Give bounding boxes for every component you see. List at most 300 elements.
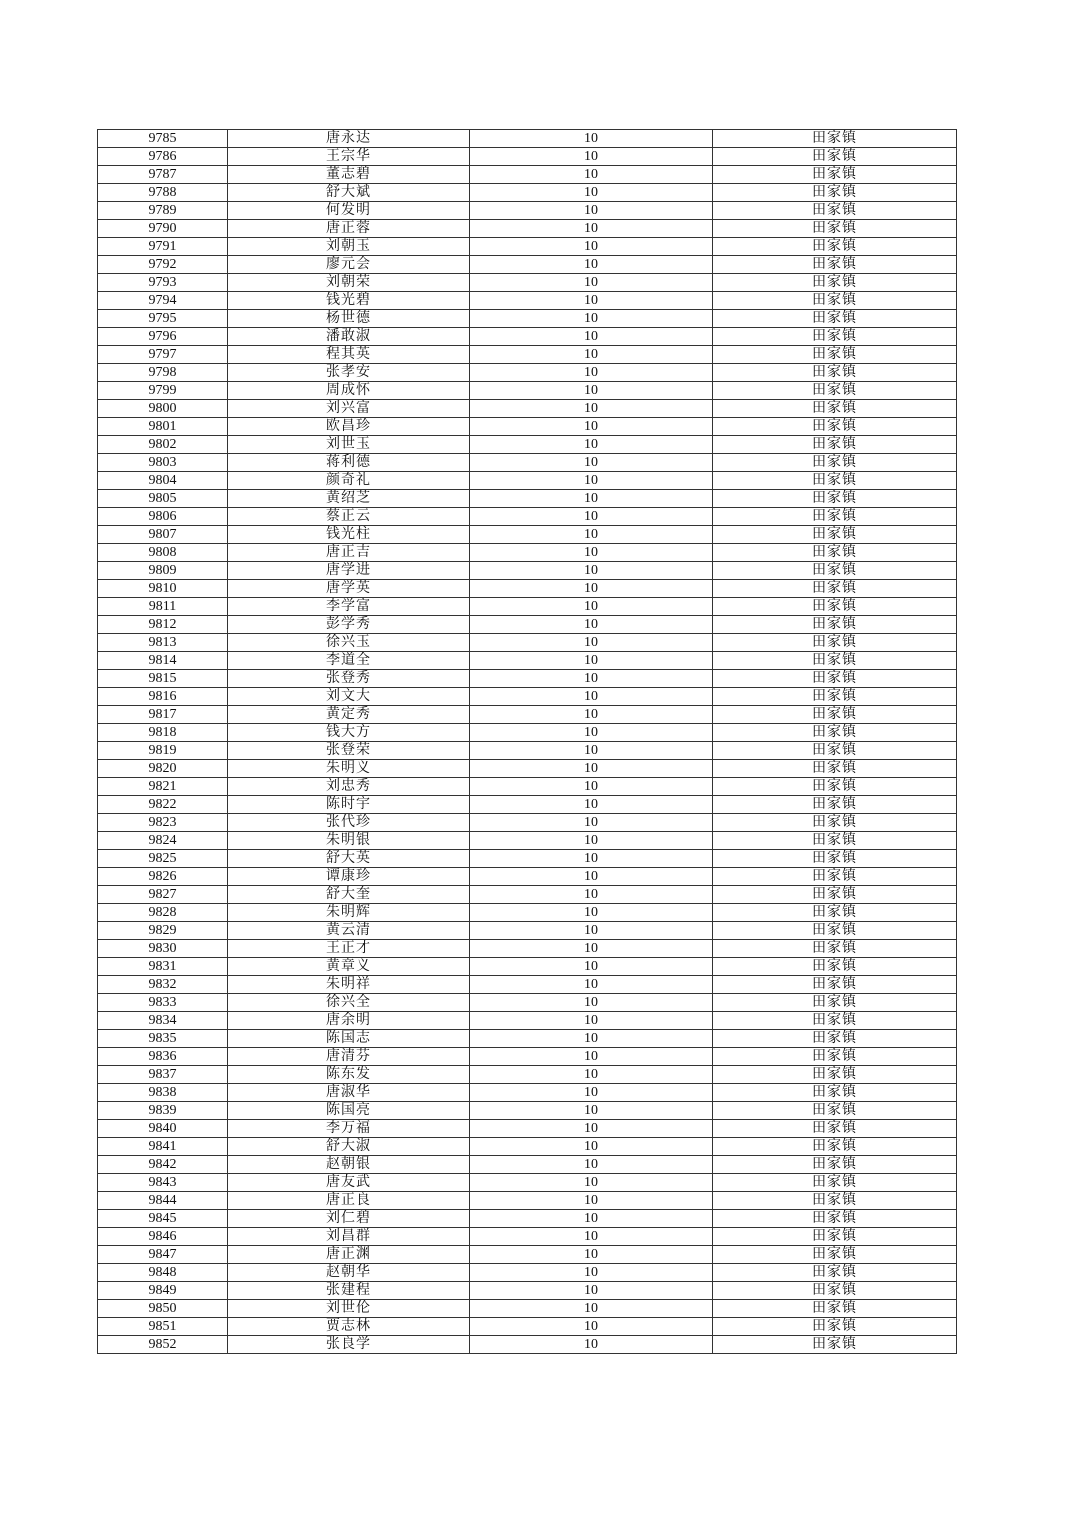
row-number-cell: 9832 xyxy=(98,976,228,994)
table-row xyxy=(98,490,957,508)
town-cell: 田家镇 xyxy=(713,1318,957,1336)
town-cell: 田家镇 xyxy=(713,328,957,346)
town-cell: 田家镇 xyxy=(713,1300,957,1318)
amount-cell: 10 xyxy=(470,166,713,184)
name-cell: 钱光碧 xyxy=(228,292,470,310)
row-number-cell: 9839 xyxy=(98,1102,228,1120)
name-cell: 张良学 xyxy=(228,1336,470,1354)
table-row xyxy=(98,274,957,292)
name-cell: 唐学进 xyxy=(228,562,470,580)
row-number-cell: 9837 xyxy=(98,1066,228,1084)
table-row xyxy=(98,940,957,958)
name-cell: 唐正良 xyxy=(228,1192,470,1210)
row-number-cell: 9795 xyxy=(98,310,228,328)
row-number-cell: 9811 xyxy=(98,598,228,616)
amount-cell: 10 xyxy=(470,616,713,634)
amount-cell: 10 xyxy=(470,202,713,220)
name-cell: 彭学秀 xyxy=(228,616,470,634)
row-number-cell: 9805 xyxy=(98,490,228,508)
table-row xyxy=(98,976,957,994)
amount-cell: 10 xyxy=(470,598,713,616)
town-cell: 田家镇 xyxy=(713,418,957,436)
name-cell: 陈国志 xyxy=(228,1030,470,1048)
row-number-cell: 9818 xyxy=(98,724,228,742)
row-number-cell: 9807 xyxy=(98,526,228,544)
table-row xyxy=(98,184,957,202)
town-cell: 田家镇 xyxy=(713,274,957,292)
amount-cell: 10 xyxy=(470,976,713,994)
table-row xyxy=(98,202,957,220)
table-row xyxy=(98,670,957,688)
amount-cell: 10 xyxy=(470,1066,713,1084)
name-cell: 刘朝荣 xyxy=(228,274,470,292)
amount-cell: 10 xyxy=(470,1264,713,1282)
table-row xyxy=(98,652,957,670)
row-number-cell: 9845 xyxy=(98,1210,228,1228)
name-cell: 董志碧 xyxy=(228,166,470,184)
amount-cell: 10 xyxy=(470,1210,713,1228)
town-cell: 田家镇 xyxy=(713,1138,957,1156)
table-row xyxy=(98,598,957,616)
amount-cell: 10 xyxy=(470,130,713,148)
amount-cell: 10 xyxy=(470,346,713,364)
amount-cell: 10 xyxy=(470,994,713,1012)
amount-cell: 10 xyxy=(470,922,713,940)
town-cell: 田家镇 xyxy=(713,1336,957,1354)
table-row xyxy=(98,850,957,868)
amount-cell: 10 xyxy=(470,1084,713,1102)
row-number-cell: 9821 xyxy=(98,778,228,796)
row-number-cell: 9822 xyxy=(98,796,228,814)
amount-cell: 10 xyxy=(470,706,713,724)
name-cell: 潘敢淑 xyxy=(228,328,470,346)
town-cell: 田家镇 xyxy=(713,1228,957,1246)
town-cell: 田家镇 xyxy=(713,1102,957,1120)
name-cell: 张登秀 xyxy=(228,670,470,688)
row-number-cell: 9834 xyxy=(98,1012,228,1030)
name-cell: 颜奇礼 xyxy=(228,472,470,490)
row-number-cell: 9830 xyxy=(98,940,228,958)
row-number-cell: 9789 xyxy=(98,202,228,220)
amount-cell: 10 xyxy=(470,796,713,814)
table-row xyxy=(98,1048,957,1066)
name-cell: 程其英 xyxy=(228,346,470,364)
table-row xyxy=(98,922,957,940)
name-cell: 周成怀 xyxy=(228,382,470,400)
town-cell: 田家镇 xyxy=(713,382,957,400)
town-cell: 田家镇 xyxy=(713,364,957,382)
town-cell: 田家镇 xyxy=(713,1012,957,1030)
amount-cell: 10 xyxy=(470,1120,713,1138)
town-cell: 田家镇 xyxy=(713,616,957,634)
name-cell: 舒大奎 xyxy=(228,886,470,904)
amount-cell: 10 xyxy=(470,328,713,346)
town-cell: 田家镇 xyxy=(713,922,957,940)
table-row xyxy=(98,742,957,760)
town-cell: 田家镇 xyxy=(713,1282,957,1300)
amount-cell: 10 xyxy=(470,1300,713,1318)
amount-cell: 10 xyxy=(470,382,713,400)
row-number-cell: 9785 xyxy=(98,130,228,148)
row-number-cell: 9804 xyxy=(98,472,228,490)
town-cell: 田家镇 xyxy=(713,850,957,868)
town-cell: 田家镇 xyxy=(713,904,957,922)
table-row xyxy=(98,418,957,436)
row-number-cell: 9817 xyxy=(98,706,228,724)
table-row xyxy=(98,1084,957,1102)
table-row xyxy=(98,904,957,922)
table-row xyxy=(98,1156,957,1174)
row-number-cell: 9847 xyxy=(98,1246,228,1264)
row-number-cell: 9851 xyxy=(98,1318,228,1336)
amount-cell: 10 xyxy=(470,472,713,490)
amount-cell: 10 xyxy=(470,850,713,868)
town-cell: 田家镇 xyxy=(713,1120,957,1138)
table-row xyxy=(98,220,957,238)
amount-cell: 10 xyxy=(470,868,713,886)
name-cell: 赵朝华 xyxy=(228,1264,470,1282)
table-body xyxy=(98,130,957,1354)
name-cell: 朱明辉 xyxy=(228,904,470,922)
table-row xyxy=(98,958,957,976)
town-cell: 田家镇 xyxy=(713,1246,957,1264)
amount-cell: 10 xyxy=(470,832,713,850)
table-row xyxy=(98,1264,957,1282)
row-number-cell: 9786 xyxy=(98,148,228,166)
amount-cell: 10 xyxy=(470,580,713,598)
name-cell: 张登荣 xyxy=(228,742,470,760)
town-cell: 田家镇 xyxy=(713,256,957,274)
row-number-cell: 9819 xyxy=(98,742,228,760)
table-row xyxy=(98,1102,957,1120)
name-cell: 刘朝玉 xyxy=(228,238,470,256)
table-row xyxy=(98,778,957,796)
row-number-cell: 9797 xyxy=(98,346,228,364)
table-row xyxy=(98,472,957,490)
name-cell: 刘文大 xyxy=(228,688,470,706)
row-number-cell: 9806 xyxy=(98,508,228,526)
town-cell: 田家镇 xyxy=(713,1156,957,1174)
table-row xyxy=(98,454,957,472)
name-cell: 张建程 xyxy=(228,1282,470,1300)
name-cell: 唐友武 xyxy=(228,1174,470,1192)
amount-cell: 10 xyxy=(470,274,713,292)
row-number-cell: 9820 xyxy=(98,760,228,778)
row-number-cell: 9844 xyxy=(98,1192,228,1210)
table-row xyxy=(98,436,957,454)
amount-cell: 10 xyxy=(470,418,713,436)
table-row xyxy=(98,1318,957,1336)
amount-cell: 10 xyxy=(470,1282,713,1300)
name-cell: 陈东发 xyxy=(228,1066,470,1084)
name-cell: 廖元会 xyxy=(228,256,470,274)
table-row xyxy=(98,1336,957,1354)
amount-cell: 10 xyxy=(470,742,713,760)
town-cell: 田家镇 xyxy=(713,454,957,472)
row-number-cell: 9838 xyxy=(98,1084,228,1102)
row-number-cell: 9809 xyxy=(98,562,228,580)
town-cell: 田家镇 xyxy=(713,688,957,706)
name-cell: 朱明义 xyxy=(228,760,470,778)
amount-cell: 10 xyxy=(470,958,713,976)
amount-cell: 10 xyxy=(470,508,713,526)
name-cell: 赵朝银 xyxy=(228,1156,470,1174)
town-cell: 田家镇 xyxy=(713,508,957,526)
row-number-cell: 9798 xyxy=(98,364,228,382)
row-number-cell: 9810 xyxy=(98,580,228,598)
row-number-cell: 9828 xyxy=(98,904,228,922)
town-cell: 田家镇 xyxy=(713,436,957,454)
row-number-cell: 9793 xyxy=(98,274,228,292)
table-row xyxy=(98,796,957,814)
amount-cell: 10 xyxy=(470,1102,713,1120)
town-cell: 田家镇 xyxy=(713,742,957,760)
amount-cell: 10 xyxy=(470,526,713,544)
town-cell: 田家镇 xyxy=(713,562,957,580)
town-cell: 田家镇 xyxy=(713,148,957,166)
amount-cell: 10 xyxy=(470,886,713,904)
name-cell: 黄章义 xyxy=(228,958,470,976)
town-cell: 田家镇 xyxy=(713,724,957,742)
name-cell: 李道全 xyxy=(228,652,470,670)
town-cell: 田家镇 xyxy=(713,544,957,562)
row-number-cell: 9848 xyxy=(98,1264,228,1282)
name-cell: 唐余明 xyxy=(228,1012,470,1030)
row-number-cell: 9796 xyxy=(98,328,228,346)
amount-cell: 10 xyxy=(470,310,713,328)
amount-cell: 10 xyxy=(470,184,713,202)
table-row xyxy=(98,688,957,706)
town-cell: 田家镇 xyxy=(713,796,957,814)
name-cell: 黄定秀 xyxy=(228,706,470,724)
row-number-cell: 9808 xyxy=(98,544,228,562)
amount-cell: 10 xyxy=(470,724,713,742)
row-number-cell: 9852 xyxy=(98,1336,228,1354)
town-cell: 田家镇 xyxy=(713,1210,957,1228)
town-cell: 田家镇 xyxy=(713,868,957,886)
row-number-cell: 9815 xyxy=(98,670,228,688)
amount-cell: 10 xyxy=(470,634,713,652)
town-cell: 田家镇 xyxy=(713,220,957,238)
amount-cell: 10 xyxy=(470,148,713,166)
name-cell: 谭康珍 xyxy=(228,868,470,886)
name-cell: 李万福 xyxy=(228,1120,470,1138)
row-number-cell: 9841 xyxy=(98,1138,228,1156)
name-cell: 王正才 xyxy=(228,940,470,958)
table-row xyxy=(98,310,957,328)
table-row xyxy=(98,706,957,724)
row-number-cell: 9840 xyxy=(98,1120,228,1138)
town-cell: 田家镇 xyxy=(713,1048,957,1066)
row-number-cell: 9836 xyxy=(98,1048,228,1066)
name-cell: 刘世伦 xyxy=(228,1300,470,1318)
name-cell: 钱光柱 xyxy=(228,526,470,544)
name-cell: 蒋利德 xyxy=(228,454,470,472)
town-cell: 田家镇 xyxy=(713,166,957,184)
table-row xyxy=(98,1210,957,1228)
amount-cell: 10 xyxy=(470,562,713,580)
town-cell: 田家镇 xyxy=(713,760,957,778)
table-row xyxy=(98,1174,957,1192)
table-row xyxy=(98,1282,957,1300)
town-cell: 田家镇 xyxy=(713,202,957,220)
town-cell: 田家镇 xyxy=(713,1264,957,1282)
name-cell: 朱明祥 xyxy=(228,976,470,994)
name-cell: 唐正吉 xyxy=(228,544,470,562)
row-number-cell: 9833 xyxy=(98,994,228,1012)
amount-cell: 10 xyxy=(470,454,713,472)
data-table xyxy=(97,129,957,1354)
amount-cell: 10 xyxy=(470,1030,713,1048)
name-cell: 黄绍芝 xyxy=(228,490,470,508)
name-cell: 唐淑华 xyxy=(228,1084,470,1102)
table-row xyxy=(98,760,957,778)
table-row xyxy=(98,832,957,850)
amount-cell: 10 xyxy=(470,400,713,418)
name-cell: 唐永达 xyxy=(228,130,470,148)
amount-cell: 10 xyxy=(470,1012,713,1030)
table-row xyxy=(98,580,957,598)
row-number-cell: 9843 xyxy=(98,1174,228,1192)
name-cell: 徐兴全 xyxy=(228,994,470,1012)
town-cell: 田家镇 xyxy=(713,346,957,364)
town-cell: 田家镇 xyxy=(713,130,957,148)
name-cell: 唐正渊 xyxy=(228,1246,470,1264)
name-cell: 张代珍 xyxy=(228,814,470,832)
row-number-cell: 9790 xyxy=(98,220,228,238)
row-number-cell: 9849 xyxy=(98,1282,228,1300)
table-row xyxy=(98,544,957,562)
name-cell: 刘世玉 xyxy=(228,436,470,454)
town-cell: 田家镇 xyxy=(713,832,957,850)
name-cell: 刘兴富 xyxy=(228,400,470,418)
row-number-cell: 9803 xyxy=(98,454,228,472)
amount-cell: 10 xyxy=(470,256,713,274)
name-cell: 张孝安 xyxy=(228,364,470,382)
table-row xyxy=(98,364,957,382)
amount-cell: 10 xyxy=(470,1174,713,1192)
amount-cell: 10 xyxy=(470,904,713,922)
name-cell: 舒大英 xyxy=(228,850,470,868)
row-number-cell: 9824 xyxy=(98,832,228,850)
name-cell: 王宗华 xyxy=(228,148,470,166)
amount-cell: 10 xyxy=(470,1336,713,1354)
row-number-cell: 9812 xyxy=(98,616,228,634)
name-cell: 何发明 xyxy=(228,202,470,220)
table-row xyxy=(98,130,957,148)
town-cell: 田家镇 xyxy=(713,976,957,994)
amount-cell: 10 xyxy=(470,670,713,688)
name-cell: 李学富 xyxy=(228,598,470,616)
table-row xyxy=(98,1246,957,1264)
name-cell: 黄云清 xyxy=(228,922,470,940)
town-cell: 田家镇 xyxy=(713,580,957,598)
amount-cell: 10 xyxy=(470,1192,713,1210)
table-row xyxy=(98,508,957,526)
table-row xyxy=(98,886,957,904)
table-row xyxy=(98,400,957,418)
name-cell: 舒大斌 xyxy=(228,184,470,202)
amount-cell: 10 xyxy=(470,292,713,310)
town-cell: 田家镇 xyxy=(713,490,957,508)
town-cell: 田家镇 xyxy=(713,706,957,724)
name-cell: 刘昌群 xyxy=(228,1228,470,1246)
town-cell: 田家镇 xyxy=(713,400,957,418)
amount-cell: 10 xyxy=(470,1138,713,1156)
name-cell: 唐清芬 xyxy=(228,1048,470,1066)
table-row xyxy=(98,994,957,1012)
row-number-cell: 9842 xyxy=(98,1156,228,1174)
town-cell: 田家镇 xyxy=(713,310,957,328)
row-number-cell: 9814 xyxy=(98,652,228,670)
row-number-cell: 9826 xyxy=(98,868,228,886)
amount-cell: 10 xyxy=(470,1246,713,1264)
name-cell: 刘忠秀 xyxy=(228,778,470,796)
row-number-cell: 9792 xyxy=(98,256,228,274)
town-cell: 田家镇 xyxy=(713,1174,957,1192)
town-cell: 田家镇 xyxy=(713,994,957,1012)
amount-cell: 10 xyxy=(470,940,713,958)
row-number-cell: 9831 xyxy=(98,958,228,976)
row-number-cell: 9787 xyxy=(98,166,228,184)
town-cell: 田家镇 xyxy=(713,472,957,490)
table-row xyxy=(98,1138,957,1156)
table-row xyxy=(98,292,957,310)
amount-cell: 10 xyxy=(470,364,713,382)
table-row xyxy=(98,1300,957,1318)
name-cell: 陈国亮 xyxy=(228,1102,470,1120)
town-cell: 田家镇 xyxy=(713,1084,957,1102)
amount-cell: 10 xyxy=(470,436,713,454)
town-cell: 田家镇 xyxy=(713,1030,957,1048)
row-number-cell: 9850 xyxy=(98,1300,228,1318)
table-row xyxy=(98,328,957,346)
amount-cell: 10 xyxy=(470,1318,713,1336)
table-row xyxy=(98,256,957,274)
row-number-cell: 9788 xyxy=(98,184,228,202)
town-cell: 田家镇 xyxy=(713,958,957,976)
name-cell: 钱大方 xyxy=(228,724,470,742)
name-cell: 贾志林 xyxy=(228,1318,470,1336)
name-cell: 杨世德 xyxy=(228,310,470,328)
name-cell: 欧昌珍 xyxy=(228,418,470,436)
table-row xyxy=(98,1192,957,1210)
row-number-cell: 9813 xyxy=(98,634,228,652)
name-cell: 陈时宇 xyxy=(228,796,470,814)
table-row xyxy=(98,346,957,364)
town-cell: 田家镇 xyxy=(713,886,957,904)
table-row xyxy=(98,166,957,184)
town-cell: 田家镇 xyxy=(713,778,957,796)
row-number-cell: 9846 xyxy=(98,1228,228,1246)
amount-cell: 10 xyxy=(470,778,713,796)
row-number-cell: 9791 xyxy=(98,238,228,256)
table-row xyxy=(98,814,957,832)
amount-cell: 10 xyxy=(470,1048,713,1066)
amount-cell: 10 xyxy=(470,544,713,562)
name-cell: 朱明银 xyxy=(228,832,470,850)
row-number-cell: 9802 xyxy=(98,436,228,454)
table-row xyxy=(98,1030,957,1048)
town-cell: 田家镇 xyxy=(713,670,957,688)
town-cell: 田家镇 xyxy=(713,1192,957,1210)
name-cell: 唐学英 xyxy=(228,580,470,598)
table-row xyxy=(98,724,957,742)
table-row xyxy=(98,148,957,166)
row-number-cell: 9823 xyxy=(98,814,228,832)
table-row xyxy=(98,616,957,634)
name-cell: 唐正蓉 xyxy=(228,220,470,238)
